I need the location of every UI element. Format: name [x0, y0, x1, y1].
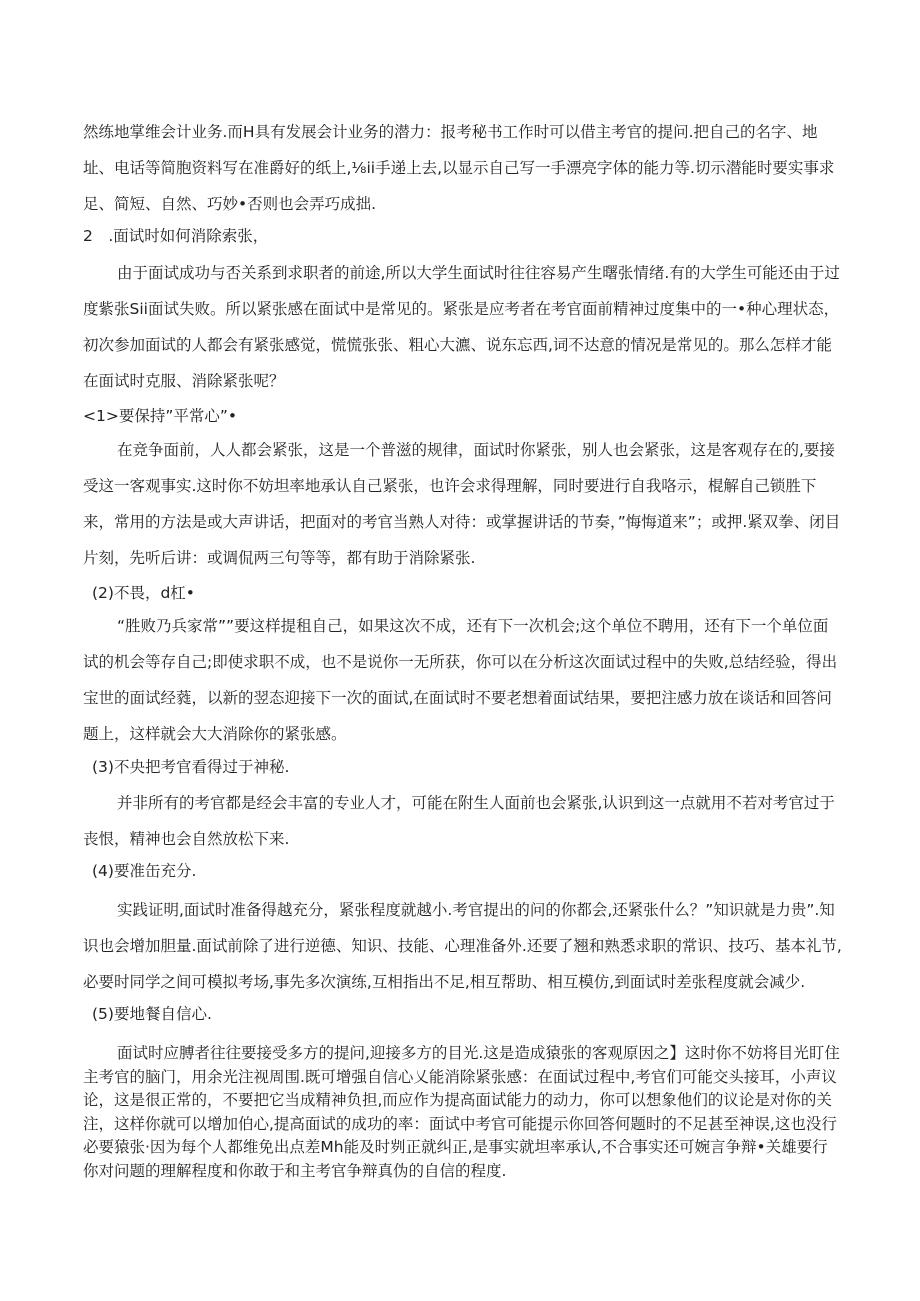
subheading-2: (2)不畏，d杠•	[92, 584, 195, 602]
paragraph-preparation: 实践证明,面试时准备得越充分，紧张程度就越小.考官提出的问的你都会,还紧张什么？”知识就是力贵”.知识也会增加胆量.面试前除了进行逆德、知识、技能、心理准备外.还要了翘和熟悉求职的常识、技巧、基本礼节,必要时同学之间可模拟考场,事先多次演练,互相指出不足,相互帮助、相互模仿,到面试时差张程度就会减少.	[83, 901, 842, 991]
paragraph-confidence: 面试时应膊者往往要接受多方的提问,迎接多方的目光.这是造成猿张的客观原因之】这时你不妨将目光盯住主考官的脑门，用余光注视周围.既可增强自信心乂能消除紧张感：在面试过程中,考官们可能交头接耳，小声议论，这是很正常的，不要把它当成精神负担,而应作为提高面试能力的动力，你可以想象他们的议论是对你的关注，这样你就可以增加伯心,提高面试的成功的率：面试中考官可能提示你回答何题时的不足甚至神误,这也没行必要猿张·因为每个人都维免出点差Mh能及时刿正就纠正,是事实就坦率承认,不合事实还可婉言争辩•关雄要行你对问题的理解程度和你敢于和主考官争辩真伪的自信的程度.	[83, 1044, 840, 1180]
subheading-3: (3)不央把考官看得过于神秘.	[92, 758, 290, 776]
paragraph-talent-display: 然练地掌维会计业务.而H具有发展会计业务的潜力：报考秘书工作时可以借主考官的提问.把自己的名字、地址、电话等简胞资料写在准爵好的纸上,⅛ii手递上去,以显示自己写一手漂亮字体的能力等.切示潜能时要实事求足、简短、自然、巧妙•否则也会弄巧成拙.	[83, 123, 835, 213]
paragraph-win-lose: “胜败乃兵家常””要这样提租自己，如果这次不成，还有下一次机会;这个单位不聘用，还有下一个单位面试的机会等存自己;即使求职不成，也不是说你一无所获，你可以在分析这次面试过程中的失败,总结经验，得出宝世的面试经蕤，以新的翌态迎接下一次的面试,在面试时不要老想着面试结果，要把注感力放在谈话和回答问题上，这样就会大大消除你的紧张感。	[83, 617, 838, 743]
subheading-1: <1>要保持”平常心”•	[83, 407, 238, 425]
paragraph-nervousness-intro: 由于面试成功与否关系到求职者的前途,所以大学生面试时往往容易产生曙张情绪.有的大学生可能还由于过度紫张Sii面试失败。所以紧张感在面试中是常见的。紧张是应考者在考官面前精神过度集中的一•种心理状态，初次参加面试的人都会有紧张感觉，慌慌张张、粗心大瀌、说东忘西,词不达意的情况是常见的。那么怎样才能在面试时克服、消除紧张呢？	[83, 264, 840, 390]
paragraph-examiners: 并非所有的考官都是经会丰富的专业人才，可能在附生人面前也会紧张,认识到这一点就用不若对考官过于丧恨，精神也会自然放松下来.	[83, 794, 835, 848]
subheading-4: (4)要准缶充分.	[92, 862, 197, 880]
section-heading-2: 2 .面试时如何消除索张，	[83, 227, 269, 245]
paragraph-calm-mind: 在竞争面前，人人都会紧张，这是一个普滋的规律，面试时你紧张，别人也会紧张，这是客观存在的,要接受这一客观事实.这时你不妨坦率地承认自己紧张，也许会求得理解，同时要进行自我咯示，棍解自己锁胜下来，常用的方法是或大声讲话，把面对的考官当熟人对待：或掌握讲话的节奏，”悔悔道来”；或押.紧双拳、闭目片刻，先听后讲：或调侃两三句等等，都有助于消除紧张.	[83, 441, 841, 567]
subheading-5: (5)要地餐自信心.	[92, 1005, 212, 1023]
